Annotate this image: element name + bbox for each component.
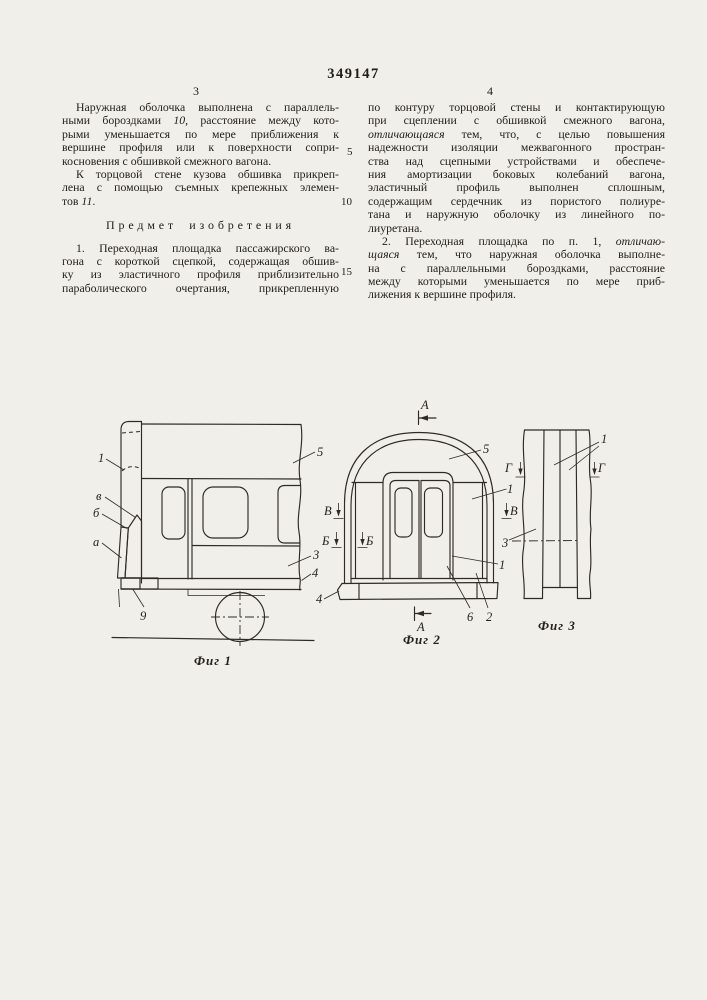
right-column-number: 4 — [487, 84, 493, 98]
fig2-caption: Фиг 2 — [403, 632, 441, 647]
left-paragraphs-1 — [62, 101, 339, 208]
patent-number: 349147 — [327, 66, 380, 82]
text-line: отличающаяся тем, что, с целью повышения — [368, 127, 665, 141]
fig1-label-v: в — [96, 489, 102, 503]
fig3-label-1: 1 — [601, 432, 608, 446]
fig2-label-4: 4 — [316, 592, 323, 606]
fig1-label-5: 5 — [317, 445, 324, 459]
fig2-label-6: 6 — [467, 610, 474, 624]
fig1-label-4: 4 — [312, 566, 319, 580]
fig2-section-a-top: А — [421, 398, 429, 412]
text-line: тов 11. — [62, 194, 96, 208]
text-line: на с параллельными бороздками, расстояние — [368, 261, 665, 275]
left-paragraphs-2 — [62, 242, 339, 296]
text-line: тана и наружную оболочку из линейного по- — [368, 208, 665, 222]
fig2-section-a-bottom: А — [417, 620, 425, 634]
text-line: надежности изоляции межвагонного простран- — [368, 141, 665, 155]
text-line: Наружная оболочка выполнена с параллель- — [76, 101, 339, 114]
fig1-label-9: 9 — [140, 609, 147, 623]
text-line: ку из эластичного профиля приблизительно — [62, 268, 339, 282]
fig3-caption: Фиг 3 — [538, 618, 576, 633]
text-line: ния амортизации боковых колебаний вагона, — [368, 167, 665, 181]
fig2-label-1-lower: 1 — [499, 558, 506, 572]
fig2-section-v-right: В — [510, 504, 518, 518]
text-line: между которыми уменьшается по мере приб- — [368, 275, 665, 289]
text-line: К торцовой стене кузова обшивка прикреп- — [76, 167, 339, 181]
text-line: косновения с обшивкой смежного вагона. — [62, 154, 272, 168]
text-line: 2. Переходная площадка по п. 1, отличаю- — [382, 234, 665, 248]
text-line: лиуретана. — [368, 221, 423, 235]
fig3-section-g-right: Г — [598, 461, 606, 475]
text-line: содержащим сердечник из пористого полиуре- — [368, 194, 665, 208]
fig2-section-v-left: В — [324, 504, 332, 518]
patent-drawings — [0, 380, 707, 690]
fig2-label-1-upper: 1 — [507, 482, 514, 496]
fig1-caption: Фиг 1 — [194, 653, 232, 668]
fig1-label-b: б — [93, 506, 100, 520]
figure-2-end-view — [316, 398, 518, 647]
fig3-section-g-left: Г — [505, 461, 513, 475]
text-line: лена с помощью съемных крепежных элемен- — [62, 181, 339, 195]
text-line: вершине профиля или к поверхности сопри- — [62, 141, 339, 155]
text-line: ными бороздками 10, расстояние между кото- — [62, 114, 339, 128]
text-line: 1. Переходная площадка пассажирского ва- — [76, 241, 339, 255]
text-line: параболического очертания, прикрепленную — [62, 281, 339, 295]
text-line: по контуру торцовой стены и контактирующую — [368, 101, 665, 114]
fig1-label-a: а — [93, 535, 100, 549]
text-line: лижения к вершине профиля. — [368, 288, 516, 302]
fig2-label-2: 2 — [486, 610, 493, 624]
text-line: рыми уменьшается по мере приближения к — [62, 127, 339, 141]
fig2-label-5: 5 — [483, 442, 490, 456]
line-number-10: 10 — [341, 196, 352, 208]
figure-1-side-view — [93, 422, 323, 669]
left-text-column — [62, 101, 339, 295]
right-text-column — [368, 101, 665, 302]
fig3-label-3: 3 — [502, 536, 509, 550]
line-number-15: 15 — [341, 266, 352, 278]
text-line: щаяся тем, что наружная оболочка выполне- — [368, 248, 665, 262]
text-line: эластичный профиль выполнен сплошным, — [368, 181, 665, 195]
text-line: ства над сцепными устройствами и обеспече- — [368, 154, 665, 168]
fig2-section-b-inner: Б — [366, 534, 374, 548]
fig1-label-3: 3 — [313, 548, 320, 562]
fig1-label-1: 1 — [98, 451, 105, 465]
text-line: при сцеплении с обшивкой смежного вагона, — [368, 114, 665, 128]
subject-of-invention-heading: Предмет изобретения — [106, 218, 295, 233]
figure-3-grooves — [501, 430, 607, 633]
left-column-number: 3 — [193, 84, 199, 98]
text-line: гона с короткой сцепкой, содержащая обшив- — [62, 254, 339, 268]
right-paragraphs — [368, 101, 665, 302]
fig2-section-b-left: Б — [322, 534, 330, 548]
line-number-5: 5 — [347, 146, 353, 158]
